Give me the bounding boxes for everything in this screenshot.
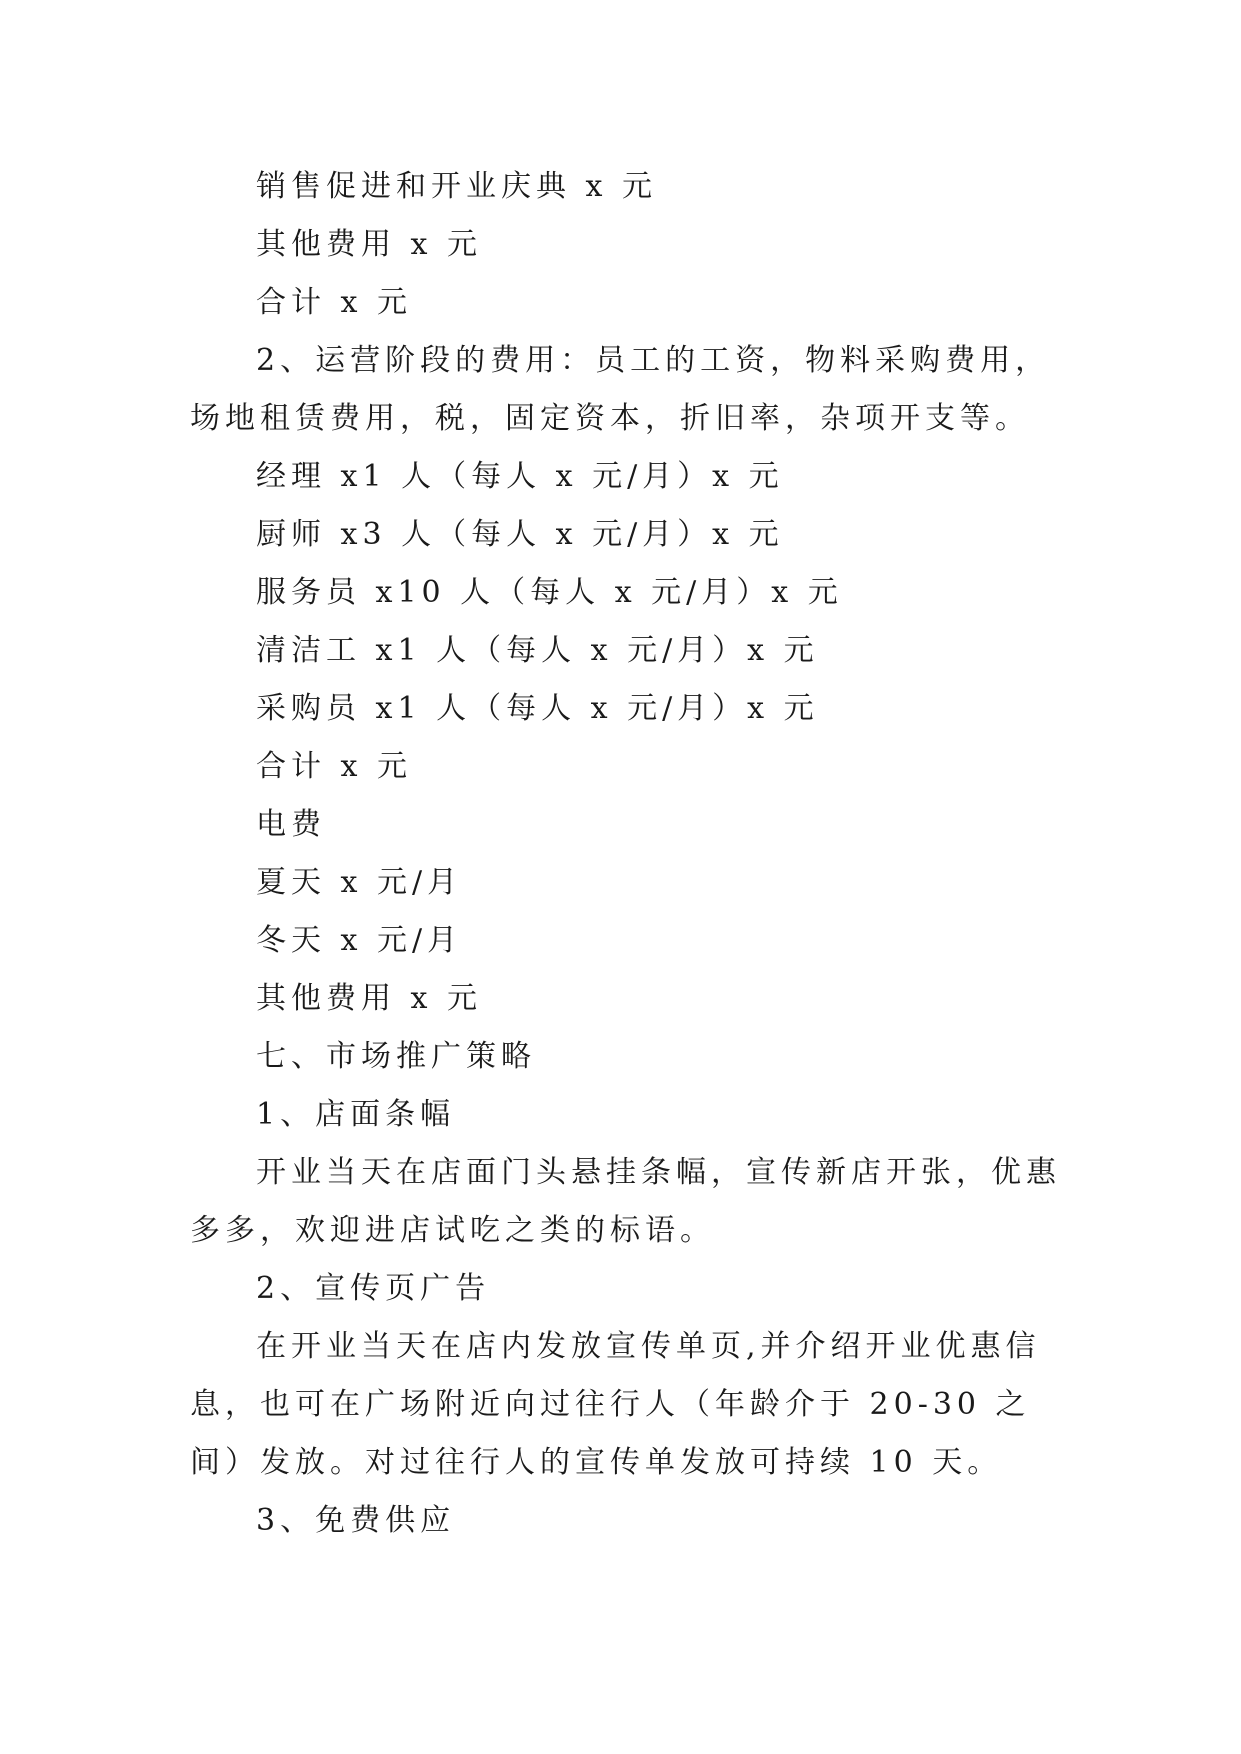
paragraph-winter: 冬天 x 元/月 (256, 923, 463, 958)
paragraph-cleaner: 清洁工 x1 人（每人 x 元/月）x 元 (256, 633, 819, 668)
paragraph-summer: 夏天 x 元/月 (256, 865, 463, 900)
paragraph-total-staff: 合计 x 元 (256, 749, 412, 784)
paragraph-total: 合计 x 元 (256, 285, 412, 320)
paragraph-electricity: 电费 (256, 807, 326, 842)
paragraph-flyer: 在开业当天在店内发放宣传单页,并介绍开业优惠信息，也可在广场附近向过往行人（年龄介于 20-30 之间）发放。对过往行人的宣传单发放可持续 10 天。 (190, 1329, 1041, 1480)
paragraph-manager: 经理 x1 人（每人 x 元/月）x 元 (256, 459, 784, 494)
heading-banner: 1、店面条幅 (256, 1097, 456, 1132)
paragraph-other-cost: 其他费用 x 元 (256, 227, 482, 262)
paragraph-purchaser: 采购员 x1 人（每人 x 元/月）x 元 (256, 691, 819, 726)
document-page (190, 158, 1070, 1550)
paragraph-other-cost-2: 其他费用 x 元 (256, 981, 482, 1016)
paragraph-promotion-cost: 销售促进和开业庆典 x 元 (256, 169, 657, 204)
heading-marketing-strategy: 七、市场推广策略 (256, 1039, 536, 1074)
heading-flyer: 2、宣传页广告 (256, 1271, 491, 1306)
paragraph-operating-cost: 2、运营阶段的费用：员工的工资，物料采购费用，场地租赁费用，税，固定资本，折旧率，杂项开支等。 (190, 343, 1051, 436)
paragraph-banner: 开业当天在店面门头悬挂条幅，宣传新店开张，优惠多多，欢迎进店试吃之类的标语。 (190, 1155, 1061, 1248)
paragraph-chef: 厨师 x3 人（每人 x 元/月）x 元 (256, 517, 784, 552)
paragraph-waiter: 服务员 x10 人（每人 x 元/月）x 元 (256, 575, 843, 610)
heading-free-supply: 3、免费供应 (256, 1503, 456, 1538)
